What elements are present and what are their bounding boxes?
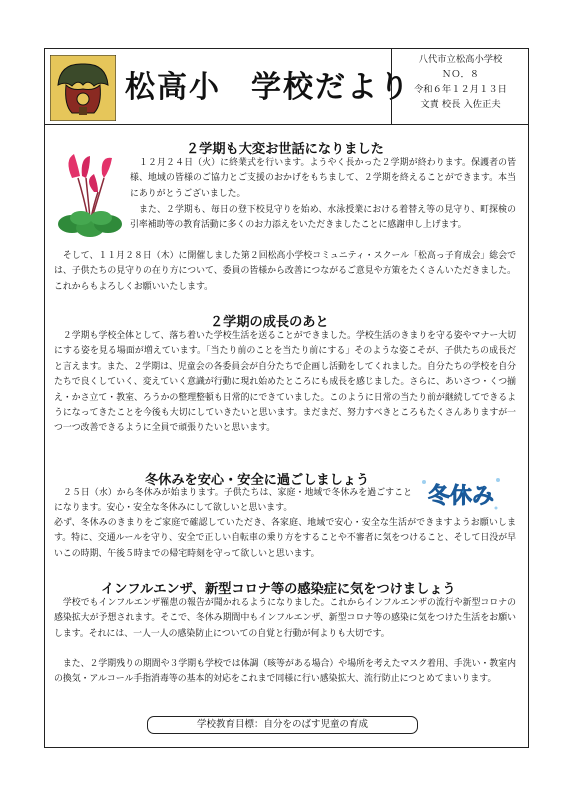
issue-date: 令和６年１２月１３日 [414, 84, 507, 95]
section-heading-winter: 冬休みを安心・安全に過ごしましょう [145, 473, 370, 488]
section-heading-infection: インフルエンザ、新型コロナ等の感染症に気をつけましょう [101, 582, 456, 597]
cyclamen-illustration-icon [54, 148, 126, 238]
issue-info [391, 48, 529, 125]
title-school: 松高小 [125, 70, 221, 105]
winter-vacation-illustration-icon [418, 472, 504, 514]
infection-paragraph-1: 学校でもインフルエンザ罹患の報告が聞かれるようになりました。これからインフルエンザの流行や新型コロナの感染拡大が予想されます。そこで、冬休み期間中もインフルエンザ、新型コロナ等の感染に気をつけた生活をお願いします。それには、一人一人の感染防止についての自覚と行動が何よりも大切です。 [54, 598, 516, 639]
winter-paragraph-1: ２５日（水）から冬休みが始まります。子供たちは、家庭・地域で冬休みを過ごすことになります。安心・安全な冬休みにして欲しいと思います。 [54, 488, 412, 514]
author: 文責 校長 入佐正夫 [420, 99, 501, 110]
school-name: 八代市立松高小学校 [418, 54, 503, 65]
issue-number: ＮＯ．８ [441, 69, 480, 80]
newsletter-title [125, 62, 411, 106]
growth-paragraph: ２学期も学校全体として、落ち着いた学校生活を送ることができました。学校生活のきまりを守る姿やマナー大切にする姿を見る場面が増えています。「当たり前のことを当たり前にする」そのような姿こそが、子供たちの成長だと言えます。また、２学期は、児童会の各委員会が自分たちで企画し活動をしてくれました。自分たちの学校を自分たちで良くしていく、変えていく意識が行動に現れ始めたところにも成長を感じました。さらに、あいさつ・くつ揃え・かさ立て・教室、ろうかの整理整頓も日常的にできていました。このように日常の当たり前が継続してできるようになってきたことを今後も大切にしていきたいと思います。まだまだ、努力すべきところもたくさんありますが一つ一つ改善できるように全員で頑張りたいと思います。 [54, 331, 516, 434]
infection-paragraph-2: また、２学期残りの期間や３学期も学校では体調（咳等がある場合）や場所を考えたマスク着用、手洗い・教室内の換気・アルコール手指消毒等の基本的対応をこれまで同様に行い感染拡大、流行防止につとめてまいります。 [54, 659, 516, 685]
section-heading-thanks: ２学期も大変お世話になりました [186, 142, 384, 157]
thanks-paragraph-3: そして、１１月２８日（木）に開催しました第２回松高小学校コミュニティ・スクール「松高っ子育成会」総会では、子供たちの見守りの在り方について、委員の皆様から改善につながるご意見や方策をたくさんいただきました。これからもよろしくお願いいたします。 [54, 251, 516, 292]
title-newsletter: 学校だより [251, 70, 411, 105]
winter-paragraph-2: 必ず、冬休みのきまりをご家庭で確認していただき、各家庭、地域で安心・安全な生活ができますようお願いします。特に、交通ルールを守り、安全で正しい自転車の乗り方をすることや不審者に気をつけること、そして日没が早いこの時期、午後５時までの帰宅時刻を守って欲しいと思います。 [54, 518, 516, 559]
winter-label: 冬休み [427, 484, 495, 509]
thanks-paragraph-2: また、２学期も、毎日の登下校見守りを始め、水泳授業における着替え等の見守り、町探検の引率補助等の教育活動に多くのお力添えをいただきましたことに感謝申し上げます。 [130, 205, 516, 231]
school-goal-box: 学校教育目標：自分をのばす児童の育成 [147, 716, 418, 734]
thanks-paragraph-1: １２月２４日（火）に終業式を行います。ようやく長かった２学期が終わります。保護者の皆様、地域の皆様のご協力とご支援のおかげをもちまして、２学期を終えることができます。本当にありがとうございました。 [130, 158, 516, 199]
school-emblem-icon [50, 55, 116, 121]
section-heading-growth: ２学期の成長のあと [210, 315, 329, 330]
